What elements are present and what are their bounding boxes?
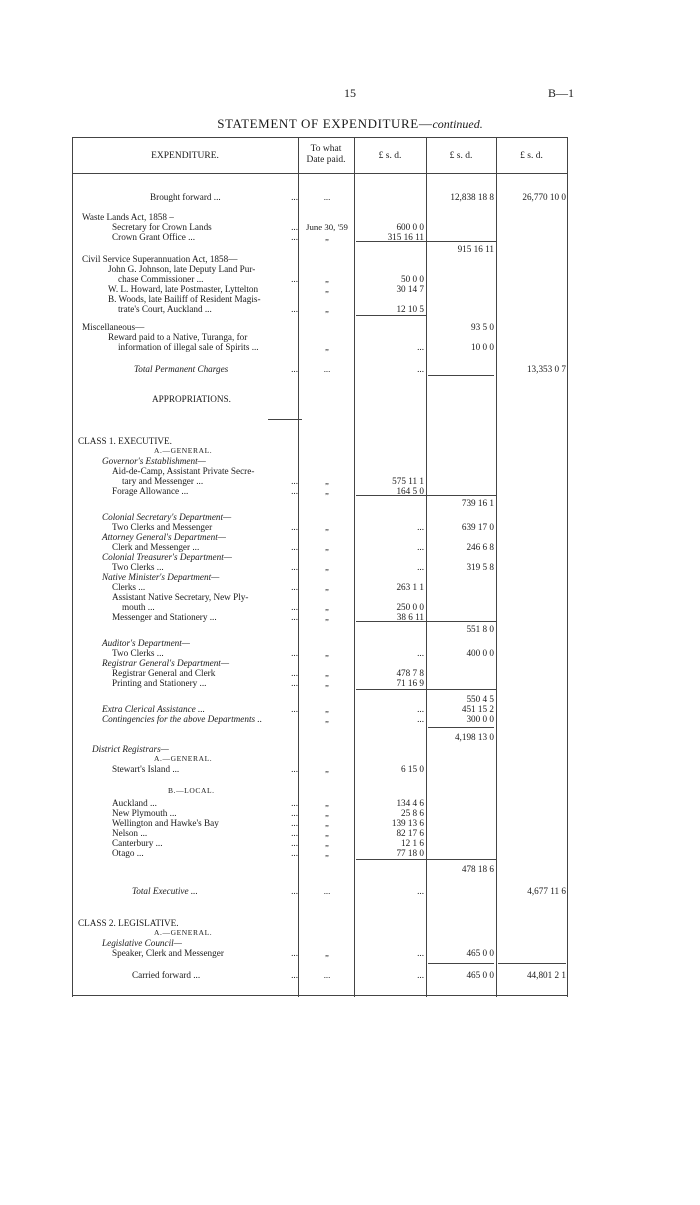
row-description: Native Minister's Department— bbox=[102, 572, 220, 582]
row-description: Carried forward ... bbox=[132, 970, 201, 980]
row-amount-1: 25 8 6 bbox=[401, 808, 424, 818]
subtotal-rule bbox=[498, 963, 566, 964]
row-leader-dots: ... bbox=[291, 582, 298, 592]
row-description: Clerks ... bbox=[112, 582, 146, 592]
row-date-paid: „ bbox=[325, 612, 329, 622]
row-leader-dots: ... bbox=[291, 562, 298, 572]
row-description: Messenger and Stationery ... bbox=[112, 612, 217, 622]
row-amount-2: 739 16 1 bbox=[461, 498, 494, 508]
row-amount-2: 400 0 0 bbox=[466, 648, 494, 658]
row-date-paid: „ bbox=[325, 838, 329, 848]
row-description: Wellington and Hawke's Bay bbox=[112, 818, 219, 828]
table-row bbox=[72, 341, 568, 353]
row-amount-2: 10 0 0 bbox=[471, 342, 494, 352]
row-amount-2: 465 0 0 bbox=[466, 970, 494, 980]
table-row bbox=[72, 191, 568, 203]
row-date-paid: „ bbox=[325, 668, 329, 678]
row-description: Auckland ... bbox=[112, 798, 157, 808]
row-amount-1: ... bbox=[417, 948, 424, 958]
row-description: Auditor's Department— bbox=[102, 638, 190, 648]
row-description: Colonial Treasurer's Department— bbox=[102, 552, 232, 562]
row-amount-1: 478 7 8 bbox=[396, 668, 424, 678]
row-description: CLASS 2. LEGISLATIVE. bbox=[78, 918, 179, 928]
row-amount-2: 551 8 0 bbox=[466, 624, 494, 634]
row-amount-2: 639 17 0 bbox=[461, 522, 494, 532]
row-description: A.—GENERAL. bbox=[154, 754, 213, 763]
row-amount-1: ... bbox=[417, 364, 424, 374]
row-amount-1: 139 13 6 bbox=[391, 818, 424, 828]
row-description: Crown Grant Office ... bbox=[112, 232, 196, 242]
row-amount-2: 93 5 0 bbox=[471, 322, 494, 332]
row-leader-dots: ... bbox=[291, 828, 298, 838]
row-description: Assistant Native Secretary, New Ply- bbox=[112, 592, 249, 602]
row-leader-dots: ... bbox=[291, 364, 298, 374]
subtotal-rule bbox=[356, 859, 496, 860]
row-date-paid: „ bbox=[325, 476, 329, 486]
table-row bbox=[72, 677, 568, 689]
row-amount-1: 82 17 6 bbox=[396, 828, 424, 838]
row-description: Aid-de-Camp, Assistant Private Secre- bbox=[112, 466, 255, 476]
row-description: Governor's Establishment— bbox=[102, 456, 206, 466]
row-leader-dots: ... bbox=[291, 602, 298, 612]
row-description: W. L. Howard, late Postmaster, Lyttelton bbox=[108, 284, 259, 294]
header-date-line1: To what bbox=[310, 144, 342, 154]
row-leader-dots: ... bbox=[291, 764, 298, 774]
row-description: CLASS 1. EXECUTIVE. bbox=[78, 436, 172, 446]
row-date-paid: „ bbox=[325, 704, 329, 714]
row-date-paid: „ bbox=[325, 648, 329, 658]
table-row bbox=[72, 885, 568, 897]
row-date-paid: „ bbox=[325, 714, 329, 724]
row-amount-1: 134 4 6 bbox=[396, 798, 424, 808]
row-description: Waste Lands Act, 1858 – bbox=[82, 212, 174, 222]
row-leader-dots: ... bbox=[291, 886, 298, 896]
header-money-1: £ s. d. bbox=[378, 151, 402, 161]
row-description: Total Executive ... bbox=[132, 886, 198, 896]
row-description: District Registrars— bbox=[92, 744, 169, 754]
row-description: Extra Clerical Assistance ... bbox=[102, 704, 205, 714]
row-date-paid: ... bbox=[323, 886, 331, 896]
row-date-paid: „ bbox=[325, 274, 329, 284]
row-leader-dots: ... bbox=[291, 668, 298, 678]
row-amount-1: ... bbox=[417, 886, 424, 896]
table-row bbox=[72, 497, 568, 509]
row-leader-dots: ... bbox=[291, 542, 298, 552]
header-date bbox=[298, 144, 354, 166]
row-description: Two Clerks and Messenger bbox=[112, 522, 213, 532]
row-description: New Plymouth ... bbox=[112, 808, 177, 818]
row-amount-2: 478 18 6 bbox=[461, 864, 494, 874]
header-expenditure: EXPENDITURE. bbox=[151, 151, 219, 161]
row-amount-2: 300 0 0 bbox=[466, 714, 494, 724]
row-description: Contingencies for the above Departments .. bbox=[102, 714, 262, 724]
table-row bbox=[72, 863, 568, 875]
page-title bbox=[0, 116, 700, 132]
row-description: trate's Court, Auckland ... bbox=[118, 304, 212, 314]
subtotal-rule bbox=[428, 375, 494, 376]
row-amount-2: 12,838 18 8 bbox=[450, 192, 494, 202]
table-row bbox=[72, 731, 568, 743]
row-description: A.—GENERAL. bbox=[154, 928, 213, 937]
row-description: APPROPRIATIONS. bbox=[152, 394, 231, 404]
row-description: John G. Johnson, late Deputy Land Pur- bbox=[108, 264, 256, 274]
row-amount-3: 13,353 0 7 bbox=[526, 364, 566, 374]
row-date-paid: „ bbox=[325, 848, 329, 858]
row-amount-1: 50 0 0 bbox=[401, 274, 424, 284]
row-date-paid: „ bbox=[325, 798, 329, 808]
table-row bbox=[72, 303, 568, 315]
row-amount-2: 550 4 5 bbox=[466, 694, 494, 704]
row-leader-dots: ... bbox=[291, 612, 298, 622]
row-date-paid: „ bbox=[325, 582, 329, 592]
table-row bbox=[72, 393, 568, 405]
row-amount-2: 319 5 8 bbox=[466, 562, 494, 572]
row-description: Stewart's Island ... bbox=[112, 764, 180, 774]
row-date-paid: „ bbox=[325, 602, 329, 612]
row-description: Colonial Secretary's Department— bbox=[102, 512, 232, 522]
row-description: B. Woods, late Bailiff of Resident Magis- bbox=[108, 294, 261, 304]
title-suffix: continued. bbox=[432, 117, 483, 131]
row-amount-1: 12 10 5 bbox=[396, 304, 424, 314]
row-description: Legislative Council— bbox=[102, 938, 182, 948]
row-date-paid: ... bbox=[323, 192, 331, 202]
row-date-paid: „ bbox=[325, 678, 329, 688]
row-amount-3: 4,677 11 6 bbox=[527, 886, 566, 896]
row-description: Miscellaneous— bbox=[82, 322, 145, 332]
row-date-paid: „ bbox=[325, 828, 329, 838]
row-amount-1: 77 18 0 bbox=[396, 848, 424, 858]
row-amount-1: ... bbox=[417, 522, 424, 532]
row-date-paid: „ bbox=[325, 486, 329, 496]
row-amount-3: 26,770 10 0 bbox=[522, 192, 566, 202]
row-amount-1: ... bbox=[417, 714, 424, 724]
row-date-paid: „ bbox=[325, 542, 329, 552]
row-description: Secretary for Crown Lands bbox=[112, 222, 212, 232]
row-date-paid: ... bbox=[323, 970, 331, 980]
row-leader-dots: ... bbox=[291, 304, 298, 314]
row-description: Registrar General and Clerk bbox=[112, 668, 216, 678]
row-description: Canterbury ... bbox=[112, 838, 163, 848]
row-date-paid: June 30, '59 bbox=[306, 222, 348, 232]
section-rule bbox=[268, 419, 302, 420]
row-amount-1: 575 11 1 bbox=[392, 476, 424, 486]
row-description: A.—GENERAL. bbox=[154, 446, 213, 455]
row-leader-dots: ... bbox=[291, 648, 298, 658]
row-date-paid: „ bbox=[325, 948, 329, 958]
row-leader-dots: ... bbox=[291, 970, 298, 980]
row-description: chase Commissioner ... bbox=[118, 274, 204, 284]
table-row bbox=[72, 947, 568, 959]
row-amount-1: 250 0 0 bbox=[396, 602, 424, 612]
row-leader-dots: ... bbox=[291, 798, 298, 808]
row-description: Reward paid to a Native, Turanga, for bbox=[108, 332, 248, 342]
row-date-paid: „ bbox=[325, 808, 329, 818]
row-date-paid: „ bbox=[325, 818, 329, 828]
row-description: Attorney General's Department— bbox=[102, 532, 226, 542]
table-row bbox=[72, 623, 568, 635]
row-description: Brought forward ... bbox=[150, 192, 221, 202]
row-description: mouth ... bbox=[122, 602, 155, 612]
table-top-rule bbox=[72, 137, 568, 138]
row-leader-dots: ... bbox=[291, 192, 298, 202]
header-date-line2: Date paid. bbox=[306, 155, 346, 165]
row-leader-dots: ... bbox=[291, 838, 298, 848]
row-amount-2: 4,198 13 0 bbox=[454, 732, 494, 742]
page-number: 15 bbox=[344, 86, 356, 100]
row-date-paid: „ bbox=[325, 342, 329, 352]
row-description: B.—LOCAL. bbox=[168, 786, 215, 795]
table-row bbox=[72, 969, 568, 981]
row-amount-1: 164 5 0 bbox=[396, 486, 424, 496]
row-description: Two Clerks ... bbox=[112, 562, 164, 572]
expenditure-table bbox=[72, 137, 568, 999]
subtotal-rule bbox=[356, 689, 496, 690]
row-description: Registrar General's Department— bbox=[102, 658, 230, 668]
row-leader-dots: ... bbox=[291, 522, 298, 532]
table-row bbox=[72, 485, 568, 497]
row-leader-dots: ... bbox=[291, 948, 298, 958]
row-date-paid: ... bbox=[323, 364, 331, 374]
row-description: Total Permanent Charges bbox=[134, 364, 229, 374]
document-code: B—1 bbox=[548, 86, 575, 100]
header-money-3: £ s. d. bbox=[520, 151, 543, 161]
subtotal-rule bbox=[428, 727, 494, 728]
table-row bbox=[72, 785, 568, 797]
row-date-paid: „ bbox=[325, 522, 329, 532]
row-amount-2: 915 16 11 bbox=[457, 244, 494, 254]
row-description: Nelson ... bbox=[112, 828, 148, 838]
subtotal-rule bbox=[356, 315, 426, 316]
table-row bbox=[72, 713, 568, 725]
row-amount-1: 600 0 0 bbox=[396, 222, 424, 232]
row-amount-1: 263 1 1 bbox=[396, 582, 424, 592]
table-row bbox=[72, 611, 568, 623]
table-row bbox=[72, 763, 568, 775]
table-row bbox=[72, 363, 568, 375]
row-amount-1: ... bbox=[417, 542, 424, 552]
table-row bbox=[72, 847, 568, 859]
row-leader-dots: ... bbox=[291, 808, 298, 818]
row-leader-dots: ... bbox=[291, 222, 298, 232]
row-leader-dots: ... bbox=[291, 476, 298, 486]
row-leader-dots: ... bbox=[291, 678, 298, 688]
row-description: Otago ... bbox=[112, 848, 144, 858]
row-amount-1: ... bbox=[417, 970, 424, 980]
header-bottom-rule bbox=[72, 173, 568, 174]
row-amount-1: 315 16 11 bbox=[387, 232, 424, 242]
title-main: STATEMENT OF EXPENDITURE— bbox=[217, 116, 433, 131]
row-description: information of illegal sale of Spirits ... bbox=[118, 342, 259, 352]
row-description: Two Clerks ... bbox=[112, 648, 164, 658]
header-money-2: £ s. d. bbox=[449, 151, 473, 161]
row-amount-1: 12 1 6 bbox=[401, 838, 424, 848]
row-amount-2: 246 6 8 bbox=[466, 542, 494, 552]
row-leader-dots: ... bbox=[291, 232, 298, 242]
row-date-paid: „ bbox=[325, 304, 329, 314]
row-description: Forage Allowance ... bbox=[112, 486, 189, 496]
row-date-paid: „ bbox=[325, 284, 329, 294]
row-amount-2: 465 0 0 bbox=[466, 948, 494, 958]
row-description: Speaker, Clerk and Messenger bbox=[112, 948, 224, 958]
row-leader-dots: ... bbox=[291, 848, 298, 858]
row-amount-1: 38 6 11 bbox=[396, 612, 424, 622]
row-leader-dots: ... bbox=[291, 818, 298, 828]
row-amount-3: 44,801 2 1 bbox=[526, 970, 566, 980]
row-date-paid: „ bbox=[325, 232, 329, 242]
row-leader-dots: ... bbox=[291, 274, 298, 284]
row-description: Clerk and Messenger ... bbox=[112, 542, 200, 552]
row-amount-1: ... bbox=[417, 648, 424, 658]
row-leader-dots: ... bbox=[291, 704, 298, 714]
row-amount-1: ... bbox=[417, 342, 424, 352]
row-date-paid: „ bbox=[325, 764, 329, 774]
row-leader-dots: ... bbox=[291, 486, 298, 496]
row-amount-1: 71 16 9 bbox=[396, 678, 424, 688]
row-description: Civil Service Superannuation Act, 1858— bbox=[82, 254, 238, 264]
row-amount-1: 30 14 7 bbox=[396, 284, 424, 294]
row-amount-1: 6 15 0 bbox=[401, 764, 424, 774]
table-row bbox=[72, 231, 568, 243]
row-description: tary and Messenger ... bbox=[122, 476, 204, 486]
row-amount-2: 451 15 2 bbox=[461, 704, 494, 714]
row-amount-1: ... bbox=[417, 562, 424, 572]
subtotal-rule bbox=[428, 963, 494, 964]
row-date-paid: „ bbox=[325, 562, 329, 572]
row-amount-1: ... bbox=[417, 704, 424, 714]
row-description: Printing and Stationery ... bbox=[112, 678, 207, 688]
table-bottom-rule bbox=[72, 995, 568, 996]
